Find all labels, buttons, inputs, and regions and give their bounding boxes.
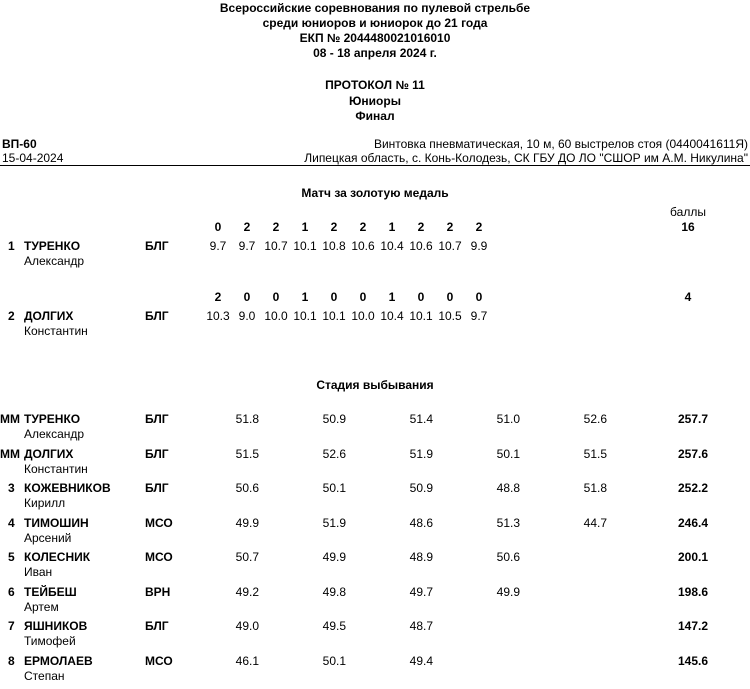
- shot-score: 9.7: [209, 239, 227, 253]
- athlete-rank: 5: [8, 550, 15, 564]
- event-title: Винтовка пневматическая, 10 м, 60 выстрелов стоя (0440041611Я): [373, 137, 748, 151]
- shot-score: 10.1: [409, 309, 433, 323]
- athlete-surname: ТИМОШИН: [24, 516, 89, 530]
- athlete-region: БЛГ: [145, 619, 169, 633]
- athlete-rank: 6: [8, 585, 15, 599]
- total-score: 246.4: [677, 516, 708, 530]
- athlete-surname: ТУРЕНКО: [24, 239, 81, 253]
- total-score: 145.6: [677, 654, 708, 668]
- series-score: 52.6: [583, 412, 607, 426]
- athlete-name: Константин: [24, 462, 88, 476]
- event-date: 15-04-2024: [2, 151, 64, 165]
- shot-score: 10.6: [409, 239, 433, 253]
- match-points: 16: [681, 220, 695, 234]
- series-score: 49.4: [409, 654, 433, 668]
- athlete-name: Константин: [24, 324, 88, 338]
- athlete-surname: ТЕЙБЕШ: [24, 585, 77, 599]
- series-score: 49.7: [409, 585, 433, 599]
- total-score: 257.7: [677, 412, 708, 426]
- series-score: 50.1: [496, 447, 520, 461]
- athlete-region: БЛГ: [145, 239, 169, 253]
- series-score: 46.1: [235, 654, 259, 668]
- athlete-rank: 2: [8, 309, 15, 323]
- set-point: 1: [388, 220, 396, 234]
- series-score: 48.7: [409, 619, 433, 633]
- athlete-rank: ММ: [0, 412, 20, 426]
- series-score: 49.8: [322, 585, 346, 599]
- series-score: 50.1: [322, 654, 346, 668]
- series-score: 51.8: [235, 412, 259, 426]
- athlete-region: БЛГ: [145, 481, 169, 495]
- series-score: 49.5: [322, 619, 346, 633]
- shot-score: 10.0: [264, 309, 288, 323]
- total-score: 198.6: [677, 585, 708, 599]
- ekp-number: ЕКП № 2044480021016010: [299, 31, 451, 45]
- set-point: 2: [359, 220, 367, 234]
- athlete-name: Артем: [24, 600, 59, 614]
- series-score: 49.9: [235, 516, 259, 530]
- shot-score: 10.1: [293, 309, 317, 323]
- shot-score: 10.8: [322, 239, 346, 253]
- athlete-rank: 7: [8, 619, 15, 633]
- shot-score: 9.7: [470, 309, 488, 323]
- set-point: 2: [330, 220, 338, 234]
- athlete-name: Иван: [24, 565, 53, 579]
- competition-dates: 08 - 18 апреля 2024 г.: [313, 46, 437, 60]
- series-score: 44.7: [583, 516, 607, 530]
- set-point: 1: [388, 290, 396, 304]
- athlete-name: Степан: [24, 669, 65, 683]
- series-score: 51.4: [409, 412, 433, 426]
- shot-score: 10.6: [351, 239, 375, 253]
- shot-score: 10.1: [293, 239, 317, 253]
- set-point: 0: [475, 290, 483, 304]
- athlete-name: Тимофей: [24, 634, 76, 648]
- set-point: 1: [301, 220, 309, 234]
- athlete-surname: КОЛЕСНИК: [24, 550, 91, 564]
- athlete-region: МСО: [145, 654, 173, 668]
- set-point: 1: [301, 290, 309, 304]
- series-score: 49.2: [235, 585, 259, 599]
- shot-score: 10.7: [264, 239, 288, 253]
- competition-title: Всероссийские соревнования по пулевой стрельбе: [219, 1, 531, 15]
- athlete-region: БЛГ: [145, 412, 169, 426]
- series-score: 49.0: [235, 619, 259, 633]
- athlete-name: Арсений: [24, 531, 72, 545]
- athlete-region: БЛГ: [145, 447, 169, 461]
- athlete-name: Александр: [24, 427, 85, 441]
- series-score: 52.6: [322, 447, 346, 461]
- athlete-surname: ДОЛГИХ: [24, 309, 74, 323]
- athlete-region: ВРН: [145, 585, 171, 599]
- shot-score: 10.5: [438, 309, 462, 323]
- set-point: 2: [243, 220, 251, 234]
- series-score: 50.9: [409, 481, 433, 495]
- athlete-surname: ТУРЕНКО: [24, 412, 81, 426]
- set-point: 0: [359, 290, 367, 304]
- series-score: 51.5: [583, 447, 607, 461]
- event-venue: Липецкая область, с. Конь-Колодезь, СК ГБУ ДО ЛО "СШОР им А.М. Никулина": [304, 151, 748, 165]
- athlete-surname: ДОЛГИХ: [24, 447, 74, 461]
- athlete-name: Александр: [24, 254, 85, 268]
- match-points: 4: [684, 290, 692, 304]
- series-score: 51.9: [409, 447, 433, 461]
- elimination-title: Стадия выбывания: [316, 378, 434, 392]
- series-score: 51.9: [322, 516, 346, 530]
- athlete-surname: ЯШНИКОВ: [24, 619, 88, 633]
- series-score: 49.9: [322, 550, 346, 564]
- shot-score: 9.9: [470, 239, 488, 253]
- set-point: 0: [214, 220, 222, 234]
- series-score: 48.8: [496, 481, 520, 495]
- set-point: 2: [446, 220, 454, 234]
- age-group: Юниоры: [349, 94, 401, 108]
- series-score: 50.7: [235, 550, 259, 564]
- shot-score: 10.0: [351, 309, 375, 323]
- series-score: 51.3: [496, 516, 520, 530]
- shot-score: 10.4: [380, 309, 404, 323]
- points-label: баллы: [670, 205, 706, 219]
- set-point: 0: [272, 290, 280, 304]
- total-score: 200.1: [677, 550, 708, 564]
- total-score: 257.6: [677, 447, 708, 461]
- set-point: 2: [417, 220, 425, 234]
- athlete-rank: 4: [8, 516, 15, 530]
- set-point: 0: [330, 290, 338, 304]
- athlete-surname: ЕРМОЛАЕВ: [24, 654, 93, 668]
- set-point: 0: [243, 290, 251, 304]
- athlete-name: Кирилл: [24, 496, 66, 510]
- series-score: 49.9: [496, 585, 520, 599]
- set-point: 2: [475, 220, 483, 234]
- header-divider: [0, 165, 750, 166]
- athlete-region: МСО: [145, 550, 173, 564]
- shot-score: 10.3: [206, 309, 230, 323]
- gold-match-title: Матч за золотую медаль: [301, 186, 449, 200]
- competition-subtitle: среди юниоров и юниорок до 21 года: [262, 16, 488, 30]
- series-score: 48.9: [409, 550, 433, 564]
- protocol-number: ПРОТОКОЛ № 11: [325, 78, 425, 92]
- athlete-region: БЛГ: [145, 309, 169, 323]
- shot-score: 9.7: [238, 239, 256, 253]
- shot-score: 10.4: [380, 239, 404, 253]
- series-score: 50.1: [322, 481, 346, 495]
- set-point: 0: [417, 290, 425, 304]
- shot-score: 10.1: [322, 309, 346, 323]
- shot-score: 10.7: [438, 239, 462, 253]
- shot-score: 9.0: [238, 309, 256, 323]
- event-code: ВП-60: [2, 137, 37, 151]
- athlete-rank: 1: [8, 239, 15, 253]
- total-score: 147.2: [677, 619, 708, 633]
- athlete-rank: 3: [8, 481, 15, 495]
- athlete-surname: КОЖЕВНИКОВ: [24, 481, 111, 495]
- series-score: 48.6: [409, 516, 433, 530]
- series-score: 51.5: [235, 447, 259, 461]
- set-point: 2: [214, 290, 222, 304]
- series-score: 50.6: [235, 481, 259, 495]
- set-point: 0: [446, 290, 454, 304]
- athlete-rank: 8: [8, 654, 15, 668]
- series-score: 51.8: [583, 481, 607, 495]
- series-score: 50.9: [322, 412, 346, 426]
- series-score: 50.6: [496, 550, 520, 564]
- stage-name: Финал: [355, 109, 395, 123]
- total-score: 252.2: [677, 481, 708, 495]
- athlete-region: МСО: [145, 516, 173, 530]
- athlete-rank: ММ: [0, 447, 20, 461]
- series-score: 51.0: [496, 412, 520, 426]
- set-point: 2: [272, 220, 280, 234]
